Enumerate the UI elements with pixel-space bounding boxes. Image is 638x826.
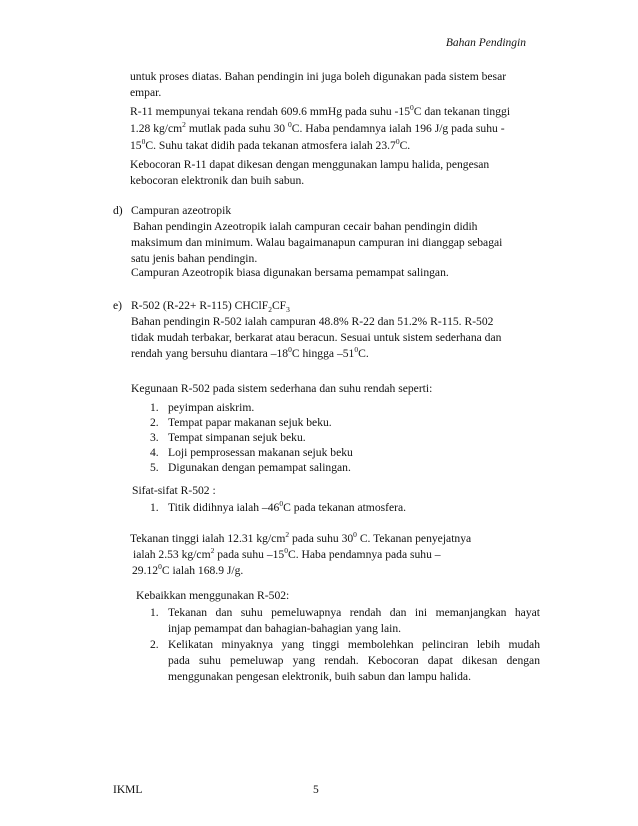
intro-p1-line2: empar. <box>130 86 162 99</box>
intro-p3-line1: Kebocoran R-11 dapat dikesan dengan menggunakan lampu halida, pengesan <box>130 158 490 171</box>
footer-label: IKML <box>113 784 143 796</box>
adv2-number: 2. <box>150 638 159 651</box>
section-d-p1-line1: Bahan pendingin Azeotropik ialah campuran cecair bahan pendingin didih <box>133 220 478 233</box>
intro-p2-line3: $15^0C$. Suhu takat didih pada tekanan atmosfera ialah 23.7$^0$C. <box>130 137 411 152</box>
section-e-heading: R-502 (R-22+ R-115) $CHClF_2CF_3$ <box>131 299 290 314</box>
intro-p1-line1: untuk proses diatas. Bahan pendingin ini juga boleh digunakan pada sistem besar <box>130 70 507 83</box>
section-e-p1-line3: rendah yang bersuhu diantara $-18^0C$ hingga $-51^0C$. <box>131 345 369 360</box>
prop1-text: Titik didihnya ialah $-46^0C$ pada tekanan atmosfera. <box>168 499 407 514</box>
uses-intro: Kegunaan R-502 pada sistem sederhana dan suhu rendah seperti: <box>131 382 433 395</box>
running-header: Bahan Pendingin <box>445 37 526 49</box>
pressure-line3: 29.12$^0$C ialah 168.9 J/g. <box>132 562 244 577</box>
adv1-text: Tekanan dan suhu pemeluwapnya rendah dan ini memanjangkan hayat injap pemampat dan bahagian-bahagian yang lain. <box>168 606 540 635</box>
page-number: 5 <box>313 784 319 796</box>
intro-p2-line1: R-11 mempunyai tekana rendah 609.6 mmHg pada suhu $-15^0C$ dan tekanan tinggi <box>130 103 511 118</box>
section-d-p1-line3: satu jenis bahan pendingin. <box>131 252 258 265</box>
intro-p2-line2: 1.28 $kg/cm^2$ mutlak pada suhu 30 $^0$C. Haba pendamnya ialah 196 J/g pada suhu - <box>130 120 505 135</box>
section-d-marker: d) <box>113 204 123 217</box>
adv1-number: 1. <box>150 606 159 619</box>
adv2-text: Kelikatan minyaknya yang tinggi membolehkan pelinciran lebih mudah pada suhu pemeluwap yang rendah. Kebocoran dapat dikesan dengan menggunakan pengesan elektronik, buih sabun dan lampu halida. <box>168 638 540 683</box>
section-d-p1-line2: maksimum dan minimum. Walau bagaimanapun campuran ini dianggap sebagai <box>131 236 503 249</box>
section-e-p1-line1: Bahan pendingin R-502 ialah campuran 48.8% R-22 dan 51.2% R-115. R-502 <box>131 315 494 328</box>
section-e-p1-line2: tidak mudah terbakar, berkarat atau beracun. Sesuai untuk sistem sederhana dan <box>131 331 502 344</box>
section-d-p2: Campuran Azeotropik biasa digunakan bersama pemampat salingan. <box>131 266 449 279</box>
section-d-heading: Campuran azeotropik <box>131 204 232 217</box>
props-title: Sifat-sifat R-502 : <box>132 484 216 497</box>
document-page: Bahan Pendingin untuk proses diatas. Bahan pendingin ini juga boleh digunakan pada sistem besar empar. R-11 mempunyai tekana rendah 609.6 mmHg pada suhu $-15^0C$ dan tekanan tinggi 1.28 $kg/cm^2$ mutlak pada suhu 30 $^0$C. Haba pendamnya ialah 196 J/g pada suhu - $15^0C$. Suhu takat didih pada tekanan atmosfera ialah 23.7$^0$C. Kebocoran R-11 dapat dikesan dengan menggunakan lampu halida, pengesan kebocoran elektronik dan buih sabun. d) Campuran azeotropik Bahan pendingin Azeotropik ialah campuran cecair bahan pendingin didih maksimum dan minimum. Walau bagaimanapun campuran ini dianggap sebagai satu jenis bahan pendingin. Campuran Azeotropik biasa digunakan bersama pemampat salingan. e) R-502 (R-22+ R-115) $CHClF_2CF_3$ Bahan pendingin R-502 ialah campuran 48.8% R-22 dan 51.2% R-115. R-502 tidak mudah terbakar, berkarat atau beracun. Sesuai untuk sistem sederhana dan rendah yang bersuhu diantara $-18^0C$ hingga $-51^0C$. Kegunaan R-502 pada sistem sederhana dan suhu rendah seperti: 1. peyimpan aiskrim. 2. Tempat papar makanan sejuk beku. 3. Tempat simpanan sejuk beku. 4. Loji pemprosessan makanan sejuk beku 5. Digunakan dengan pemampat salingan. Sifat-sifat R-502 : 1. Titik didihnya ialah $-46^0C$ pada tekanan atmosfera. Tekanan tinggi ialah 12.31 $kg/cm^2$ pada suhu $30^0$ C. Tekanan penyejatnya ialah 2.53 $kg/cm^2$ pada suhu $-15^0C$. Haba pendamnya pada suhu – 29.12$^0$C ialah 168.9 J/g. Kebaikkan menggunakan R-502: 1. Tekanan dan suhu pemeluwapnya rendah dan ini memanjangkan hayat injap pemampat dan bahagian-bahagian yang lain. 2. Kelikatan minyaknya yang tinggi membolehkan pelinciran lebih mudah pada suhu pemeluwap yang rendah. Kebocoran dapat dikesan dengan menggunakan pengesan elektronik, buih sabun dan lampu halida. IKML 5 <box>113 37 540 796</box>
pressure-line2: ialah 2.53 $kg/cm^2$ pada suhu $-15^0C$. Haba pendamnya pada suhu – <box>133 546 441 561</box>
intro-p3-line2: kebocoran elektronik dan buih sabun. <box>130 174 305 187</box>
section-e-marker: e) <box>113 299 123 312</box>
pressure-line1: Tekanan tinggi ialah 12.31 $kg/cm^2$ pada suhu $30^0$ C. Tekanan penyejatnya <box>130 530 472 545</box>
prop1-number: 1. <box>150 501 159 514</box>
advantages-title: Kebaikkan menggunakan R-502: <box>136 589 290 602</box>
